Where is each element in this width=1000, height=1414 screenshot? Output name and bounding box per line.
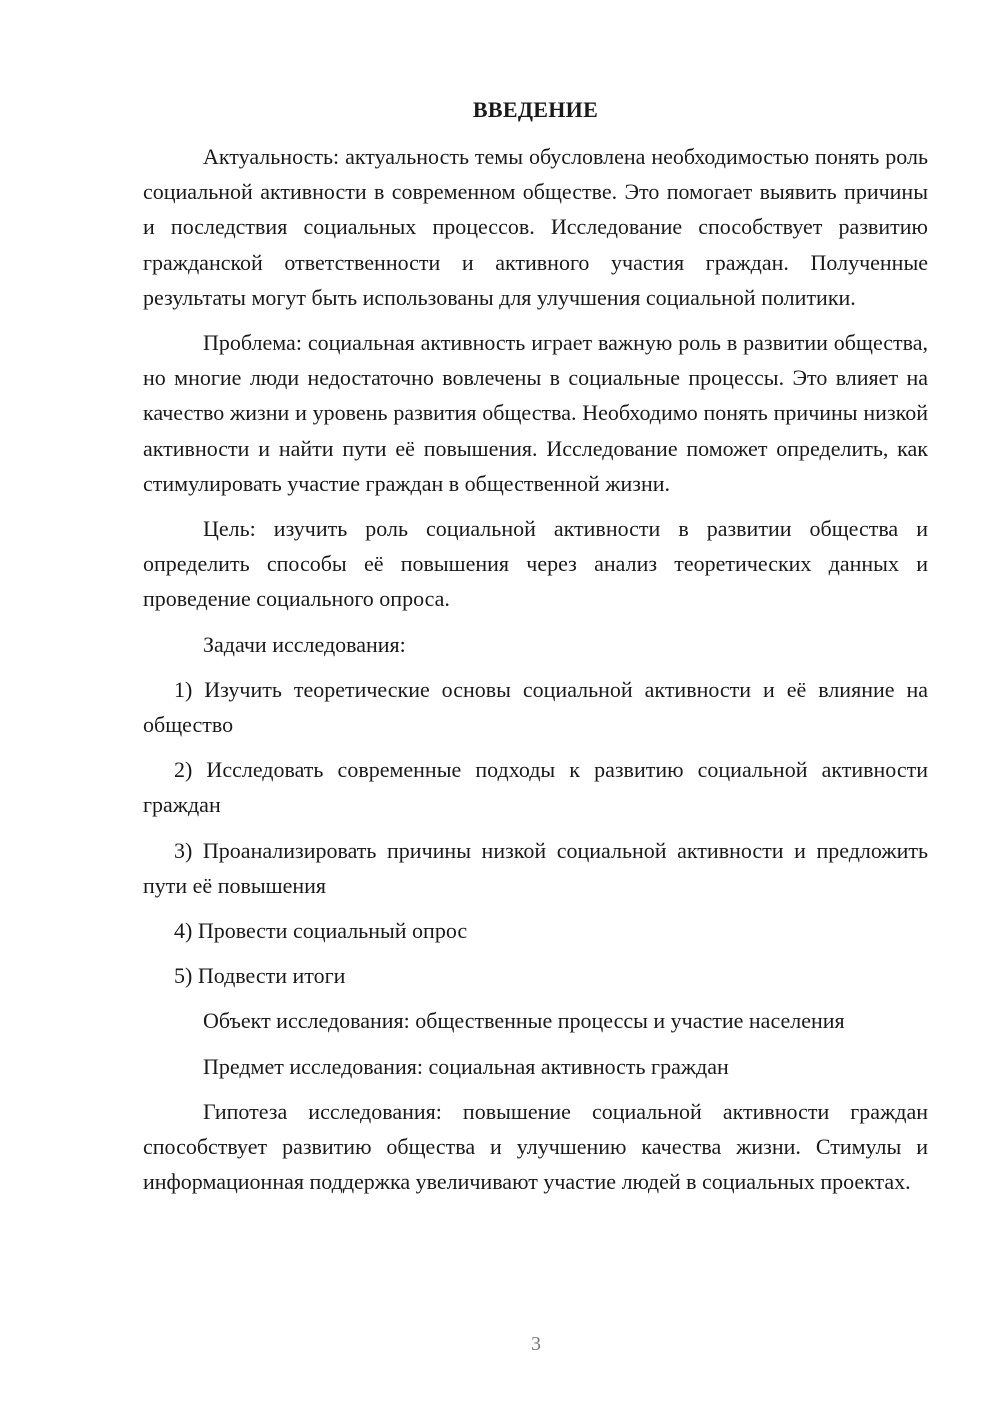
task-item-2: 2) Исследовать современные подходы к развитию социальной активности граждан [143, 757, 928, 818]
page-number: 3 [531, 1333, 541, 1355]
paragraph-problem: Проблема: социальная активность играет важную роль в развитии общества, но многие люди недостаточно вовлечены в социальные процессы. Это влияет на качество жизни и уровень развития общества. Необходимо понять причины низкой активности и найти пути её повышения. Исследование поможет определить, как стимулировать участие граждан в общественной жизни. [143, 330, 928, 496]
tasks-heading: Задачи исследования: [203, 631, 406, 657]
paragraph-relevance: Актуальность: актуальность темы обусловлена необходимостью понять роль социальной активности в современном обществе. Это помогает выявить причины и последствия социальных процессов. Исследование способствует развитию гражданской ответственности и активного участия граждан. Полученные результаты могут быть использованы для улучшения социальной политики. [143, 144, 928, 310]
task-item-3: 3) Проанализировать причины низкой социальной активности и предложить пути её повышения [143, 837, 928, 898]
document-page [143, 95, 928, 1209]
task-item-1: 1) Изучить теоретические основы социальной активности и её влияние на общество [143, 676, 928, 738]
task-item-4: 4) Провести социальный опрос [174, 918, 468, 944]
section-title: ВВЕДЕНИЕ [472, 97, 599, 122]
paragraph-goal: Цель: изучить роль социальной активности в развитии общества и определить способы её повышения через анализ теоретических данных и проведение социального опроса. [143, 516, 928, 612]
task-item-5: 5) Подвести итоги [174, 963, 346, 989]
research-hypothesis: Гипотеза исследования: повышение социальной активности граждан способствует развитию общества и улучшению качества жизни. Стимулы и информационная поддержка увеличивают участие людей в социальных проектах. [143, 1098, 928, 1195]
research-object: Объект исследования: общественные процессы и участие населения [203, 1008, 845, 1034]
research-subject: Предмет исследования: социальная активность граждан [203, 1053, 729, 1079]
